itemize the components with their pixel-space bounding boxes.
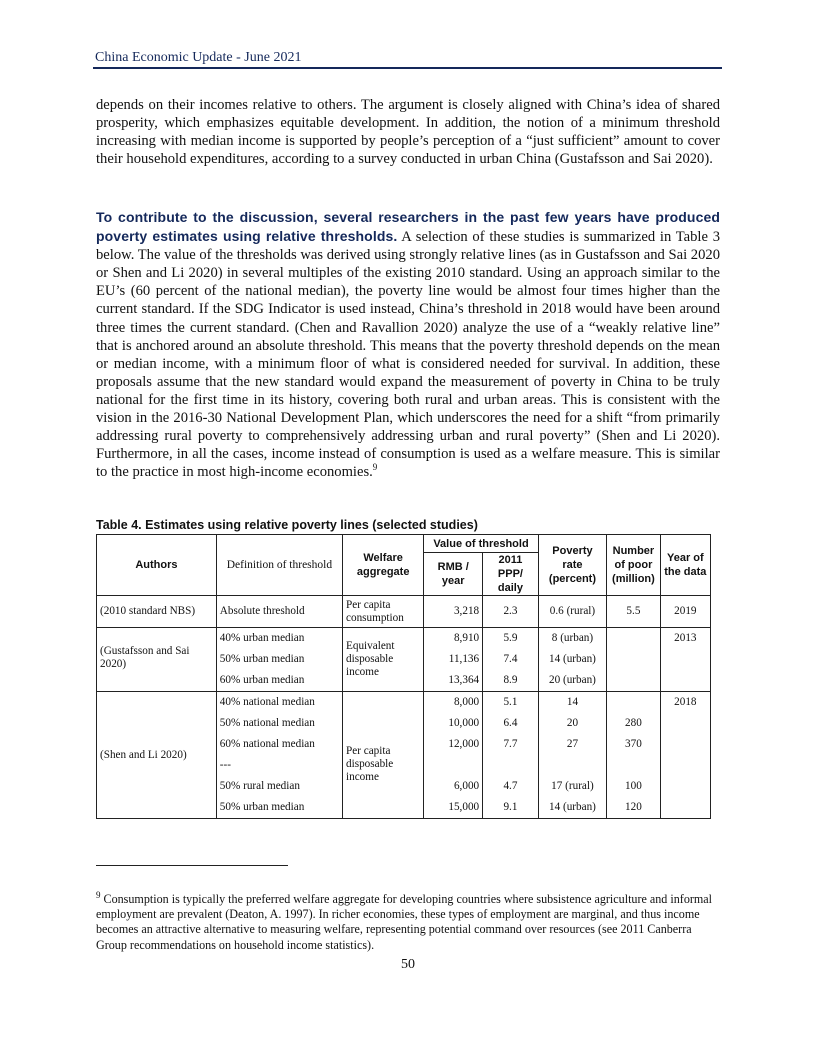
paragraph-2-lead: To contribute to the discussion, several researchers in the past few years have produced poverty estimates using relative thresholds. bbox=[96, 209, 720, 245]
ppp-cell: 5.1 6.4 7.7 4.7 9.1 bbox=[483, 692, 539, 819]
header-authors: Authors bbox=[97, 535, 217, 596]
welfare-cell: Per capita disposable income bbox=[343, 692, 424, 819]
welfare-cell: Equivalent disposable income bbox=[343, 628, 424, 692]
number-cell: 5.5 bbox=[607, 596, 660, 628]
author-cell: (Shen and Li 2020) bbox=[97, 692, 217, 819]
header-value-group: Value of threshold bbox=[424, 535, 538, 553]
estimates-table bbox=[96, 534, 711, 819]
footnote-number: 9 bbox=[96, 889, 101, 900]
author-cell: (Gustafsson and Sai 2020) bbox=[97, 628, 217, 692]
header-definition: Definition of threshold bbox=[216, 535, 342, 596]
header-welfare: Welfare aggregate bbox=[343, 535, 424, 596]
header-rmb: RMB / year bbox=[424, 553, 483, 596]
table-row bbox=[97, 628, 711, 692]
footnote bbox=[96, 889, 720, 953]
number-cell bbox=[607, 628, 660, 692]
rmb-cell: 8,000 10,000 12,000 6,000 15,000 bbox=[424, 692, 483, 819]
definition-cell: Absolute threshold bbox=[216, 596, 342, 628]
paragraph-1: depends on their incomes relative to others. The argument is closely aligned with China’s idea of shared prosperity, which emphasizes equitable development. In addition, the notion of a minimum threshold increasing with median income is supported by people’s perception of a “just sufficient” amount to cover their household expenditures, according to a survey conducted in urban China (Gustafsson and Sai 2020). bbox=[96, 97, 720, 168]
page-number: 50 bbox=[401, 957, 415, 972]
header-poverty-rate: Poverty rate (percent) bbox=[538, 535, 606, 596]
footnote-text: Consumption is typically the preferred welfare aggregate for developing countries where subsistence agriculture and informal employment are prevalent (Deaton, A. 1997). In richer economies, these types of employment are marginal, and thus income becomes an attractive alternative to measuring welfare, representing potential command over resources (see 2011 Canberra Group recommendations on household income statistics). bbox=[96, 892, 713, 952]
footnote-rule bbox=[96, 865, 288, 866]
rate-cell: 8 (urban) 14 (urban) 20 (urban) bbox=[538, 628, 606, 692]
welfare-cell: Per capita consumption bbox=[343, 596, 424, 628]
rate-cell: 0.6 (rural) bbox=[538, 596, 606, 628]
table-row bbox=[97, 692, 711, 819]
author-cell: (2010 standard NBS) bbox=[97, 596, 217, 628]
header-rule bbox=[93, 67, 722, 69]
ppp-cell: 5.9 7.4 8.9 bbox=[483, 628, 539, 692]
rate-cell: 14 20 27 17 (rural) 14 (urban) bbox=[538, 692, 606, 819]
header-ppp: 2011 PPP/ daily bbox=[483, 553, 539, 596]
table-row bbox=[97, 596, 711, 628]
paragraph-2-text: A selection of these studies is summarized in Table 3 below. The value of the thresholds was derived using strongly relative lines (as in Gustafsson and Sai 2020 or Shen and Li 2020) in several multiples of the existing 2010 standard. Using an approach similar to the EU’s (60 percent of the national median), the poverty line would be almost four times higher than the current standard. If the SDG Indicator is used instead, China’s threshold in 2018 would have been around three times the current standard. (Chen and Ravallion 2020) analyze the use of a “weakly relative line” that is anchored around an absolute threshold. This means that the poverty threshold depends on the mean or median income, with a minimum floor of what is considered needed for survival. In addition, these proposals assume that the new standard would expand the measurement of poverty in China to be truly national for the first time in its history, covering both rural and urban areas. This is consistent with the vision in the 2016-30 National Development Plan, which underscores the need for a shift “from primarily addressing rural poverty to comprehensively addressing urban and rural poverty” (Shen and Li 2020). Furthermore, in all the cases, income instead of consumption is used as a welfare measure. This is similar to the practice in most high-income economies. bbox=[96, 229, 720, 481]
rmb-cell: 3,218 bbox=[424, 596, 483, 628]
year-cell: 2013 bbox=[660, 628, 710, 692]
definition-cell: 40% urban median 50% urban median 60% urban median bbox=[216, 628, 342, 692]
header-number-poor: Number of poor (million) bbox=[607, 535, 660, 596]
ppp-cell: 2.3 bbox=[483, 596, 539, 628]
number-cell: 280 370 100 120 bbox=[607, 692, 660, 819]
header-year: Year of the data bbox=[660, 535, 710, 596]
rmb-cell: 8,910 11,136 13,364 bbox=[424, 628, 483, 692]
year-cell: 2019 bbox=[660, 596, 710, 628]
table-title: Table 4. Estimates using relative poverty lines (selected studies) bbox=[96, 518, 478, 532]
year-cell: 2018 bbox=[660, 692, 710, 819]
definition-cell: 40% national median 50% national median 60% national median --- 50% rural median 50% urban median bbox=[216, 692, 342, 819]
paragraph-2 bbox=[96, 208, 720, 481]
running-header: China Economic Update - June 2021 bbox=[95, 50, 302, 65]
footnote-ref[interactable]: 9 bbox=[372, 462, 378, 473]
